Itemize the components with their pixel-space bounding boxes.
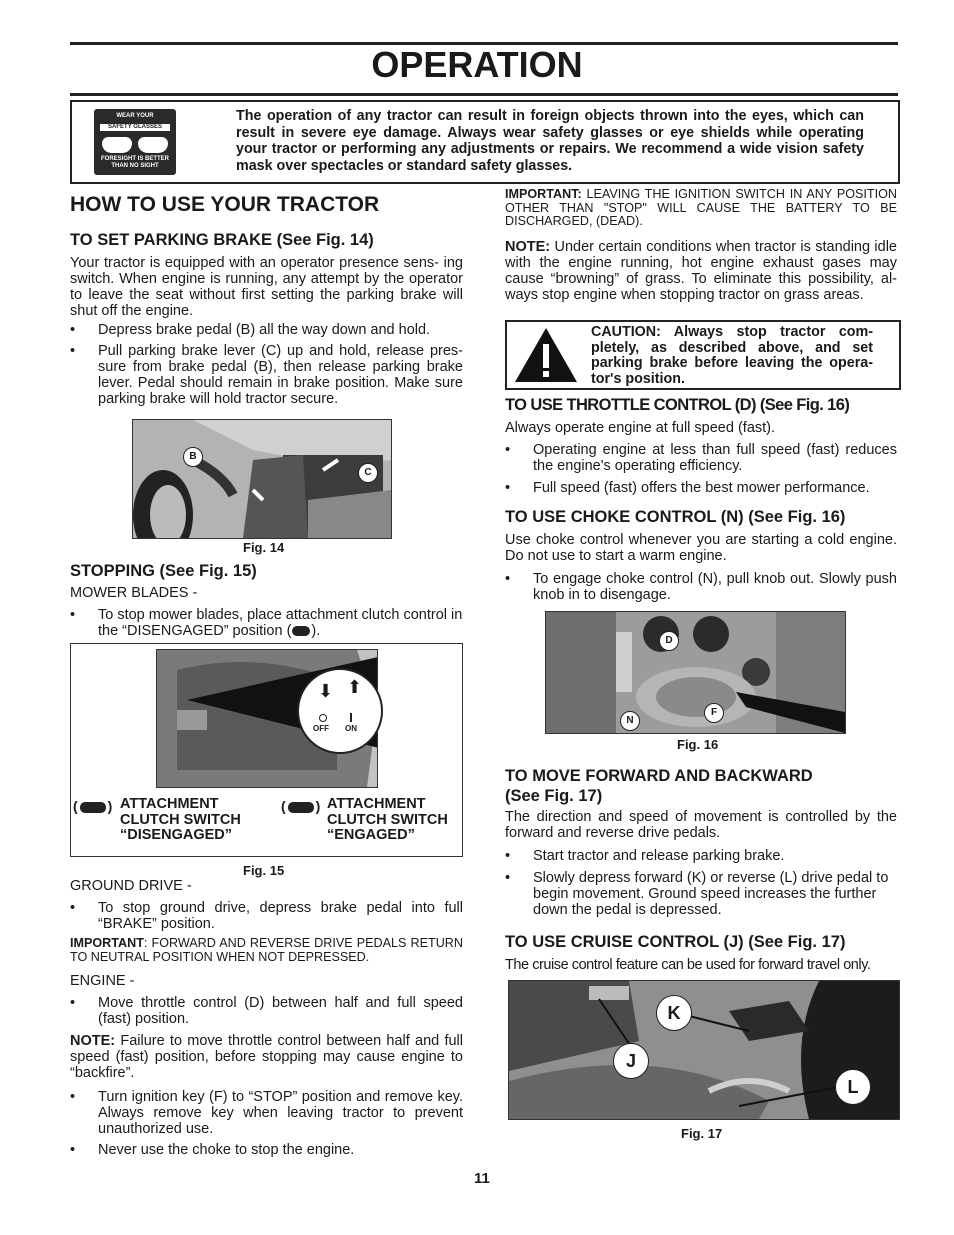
figure-16-image xyxy=(545,611,846,734)
engaged-legend-text: ATTACHMENT CLUTCH SWITCH “ENGAGED” xyxy=(327,796,448,843)
figure-17-image xyxy=(508,980,900,1120)
list-item: • Pull parking brake lever (C) up and hold, release pres- sure from brake pedal (B), then release parking brake lever. Pedal should remain in brake position. Make sure parking brake will hold tractor secure. xyxy=(70,343,463,407)
glasses-lens-left xyxy=(102,137,132,153)
label-d: D xyxy=(659,631,679,651)
disengaged-legend-icon: ( ) xyxy=(73,798,113,814)
label-k: K xyxy=(656,995,692,1031)
engaged-legend-icon: ( ) xyxy=(281,798,321,814)
exhaust-note: NOTE: Under certain conditions when tractor is standing idle with the engine running, hot engine exhaust gases may cause “browning” of grass. To eliminate this possibility, al- ways stop engine when stopping tractor on grass areas. xyxy=(505,239,897,303)
list-item: • To stop mower blades, place attachment clutch control in the “DISENGAGED” position ( ). xyxy=(70,607,463,639)
list-item: • Turn ignition key (F) to “STOP” position and remove key. Always remove key when leaving tractor to prevent unauthorized use. xyxy=(70,1089,463,1137)
ignition-important-note: IMPORTANT: LEAVING THE IGNITION SWITCH IN ANY POSITION OTHER THAN "STOP" WILL CAUSE THE BATTERY TO BE DISCHARGED, (DEAD). xyxy=(505,187,897,228)
on-indicator-icon xyxy=(350,713,352,722)
parking-brake-intro: Your tractor is equipped with an operator presence sens- ing switch. When engine is running, any attempt by the operator to leave the seat without first setting the parking brake will shut off the engine. xyxy=(70,255,463,319)
list-item: • Move throttle control (D) between half and full speed (fast) position. xyxy=(70,995,463,1027)
list-item: • Start tractor and release parking brake. xyxy=(505,848,785,864)
title-rule xyxy=(70,93,898,96)
label-f: F xyxy=(704,703,724,723)
mower-blades-label: MOWER BLADES - xyxy=(70,585,198,601)
safety-warning-box xyxy=(70,100,900,184)
backfire-note: NOTE: Failure to move throttle control between half and full speed (fast) position, before stopping may cause engine to “backfire”. xyxy=(70,1033,463,1081)
list-item: • Slowly depress forward (K) or reverse (L) drive pedal to begin movement. Ground speed increases the further down the pedal is depressed. xyxy=(505,870,889,918)
page-number: 11 xyxy=(474,1170,490,1187)
badge-bottom-text-1: FORESIGHT IS BETTER xyxy=(100,156,169,162)
arrow-down-icon: ⬇ xyxy=(318,681,334,701)
throttle-heading: TO USE THROTTLE CONTROL (D) (See Fig. 16) xyxy=(505,396,850,414)
safety-glasses-icon xyxy=(94,109,176,175)
choke-heading: TO USE CHOKE CONTROL (N) (See Fig. 16) xyxy=(505,508,846,526)
on-label: ON xyxy=(345,724,357,733)
label-b: B xyxy=(183,447,203,467)
figure-15-frame xyxy=(70,643,463,857)
badge-mid-text: SAFETY GLASSES xyxy=(100,124,170,131)
figure-14-drawing xyxy=(133,420,391,538)
ground-drive-label: GROUND DRIVE - xyxy=(70,878,192,894)
forward-backward-heading: TO MOVE FORWARD AND BACKWARD (See Fig. 17) xyxy=(505,767,813,805)
throttle-intro: Always operate engine at full speed (fast). xyxy=(505,420,776,436)
important-note-pedals: IMPORTANT: FORWARD AND REVERSE DRIVE PEDALS RETURN TO NEUTRAL POSITION WHEN NOT DEPRESSED. xyxy=(70,936,463,964)
list-item: • To stop ground drive, depress brake pedal into full “BRAKE” position. xyxy=(70,900,463,932)
label-n: N xyxy=(620,711,640,731)
disengaged-legend-text: ATTACHMENT CLUTCH SWITCH “DISENGAGED” xyxy=(120,796,241,843)
badge-top-text: WEAR YOUR xyxy=(116,113,154,119)
list-item: • Never use the choke to stop the engine. xyxy=(70,1142,355,1158)
label-c: C xyxy=(358,463,378,483)
section-title: HOW TO USE YOUR TRACTOR xyxy=(70,193,380,216)
forward-intro: The direction and speed of movement is controlled by the forward and reverse drive pedals. xyxy=(505,809,897,841)
badge-bottom-text-2: THAN NO SIGHT xyxy=(111,163,159,169)
label-l: L xyxy=(835,1069,871,1105)
list-item: • Full speed (fast) offers the best mower performance. xyxy=(505,480,870,496)
label-j: J xyxy=(613,1043,649,1079)
page-title: OPERATION xyxy=(371,44,583,85)
stopping-heading: STOPPING (See Fig. 15) xyxy=(70,562,257,580)
parking-brake-heading: TO SET PARKING BRAKE (See Fig. 14) xyxy=(70,231,374,249)
list-item: • To engage choke control (N), pull knob out. Slowly push knob in to disengage. xyxy=(505,571,897,603)
caution-text: CAUTION: Always stop tractor com- pletely, as described above, and set parking brake before leaving the opera- tor's position. xyxy=(591,324,873,387)
safety-warning-text: The operation of any tractor can result in foreign objects thrown into the eyes, which can result in severe eye damage. Always wear safety glasses or eye shields while operating your tractor or performing any adjustments or repairs. We recommend a wide vision safety mask over spectacles or standard safety glasses. xyxy=(236,108,864,174)
caution-box xyxy=(505,320,901,390)
clutch-switch-callout xyxy=(297,668,383,754)
cruise-heading: TO USE CRUISE CONTROL (J) (See Fig. 17) xyxy=(505,933,846,951)
disengaged-symbol-icon xyxy=(292,626,310,636)
cruise-intro: The cruise control feature can be used for forward travel only. xyxy=(505,957,871,973)
figure-16-drawing xyxy=(546,612,845,733)
arrow-up-icon: ⬆ xyxy=(347,677,363,697)
engine-label: ENGINE - xyxy=(70,973,135,989)
figure-14-image xyxy=(132,419,392,539)
figure-17-caption: Fig. 17 xyxy=(681,1126,723,1141)
list-item: • Depress brake pedal (B) all the way down and hold. xyxy=(70,322,431,338)
off-label: OFF xyxy=(313,724,329,733)
off-indicator-icon xyxy=(319,714,327,722)
warning-triangle-icon xyxy=(511,324,581,386)
choke-intro: Use choke control whenever you are starting a cold engine. Do not use to start a warm engine. xyxy=(505,532,897,564)
glasses-lens-right xyxy=(138,137,168,153)
figure-15-caption: Fig. 15 xyxy=(243,863,285,878)
figure-14-caption: Fig. 14 xyxy=(243,540,285,555)
list-item: • Operating engine at less than full speed (fast) reduces the engine's operating efficiency. xyxy=(505,442,897,474)
figure-16-caption: Fig. 16 xyxy=(677,737,719,752)
